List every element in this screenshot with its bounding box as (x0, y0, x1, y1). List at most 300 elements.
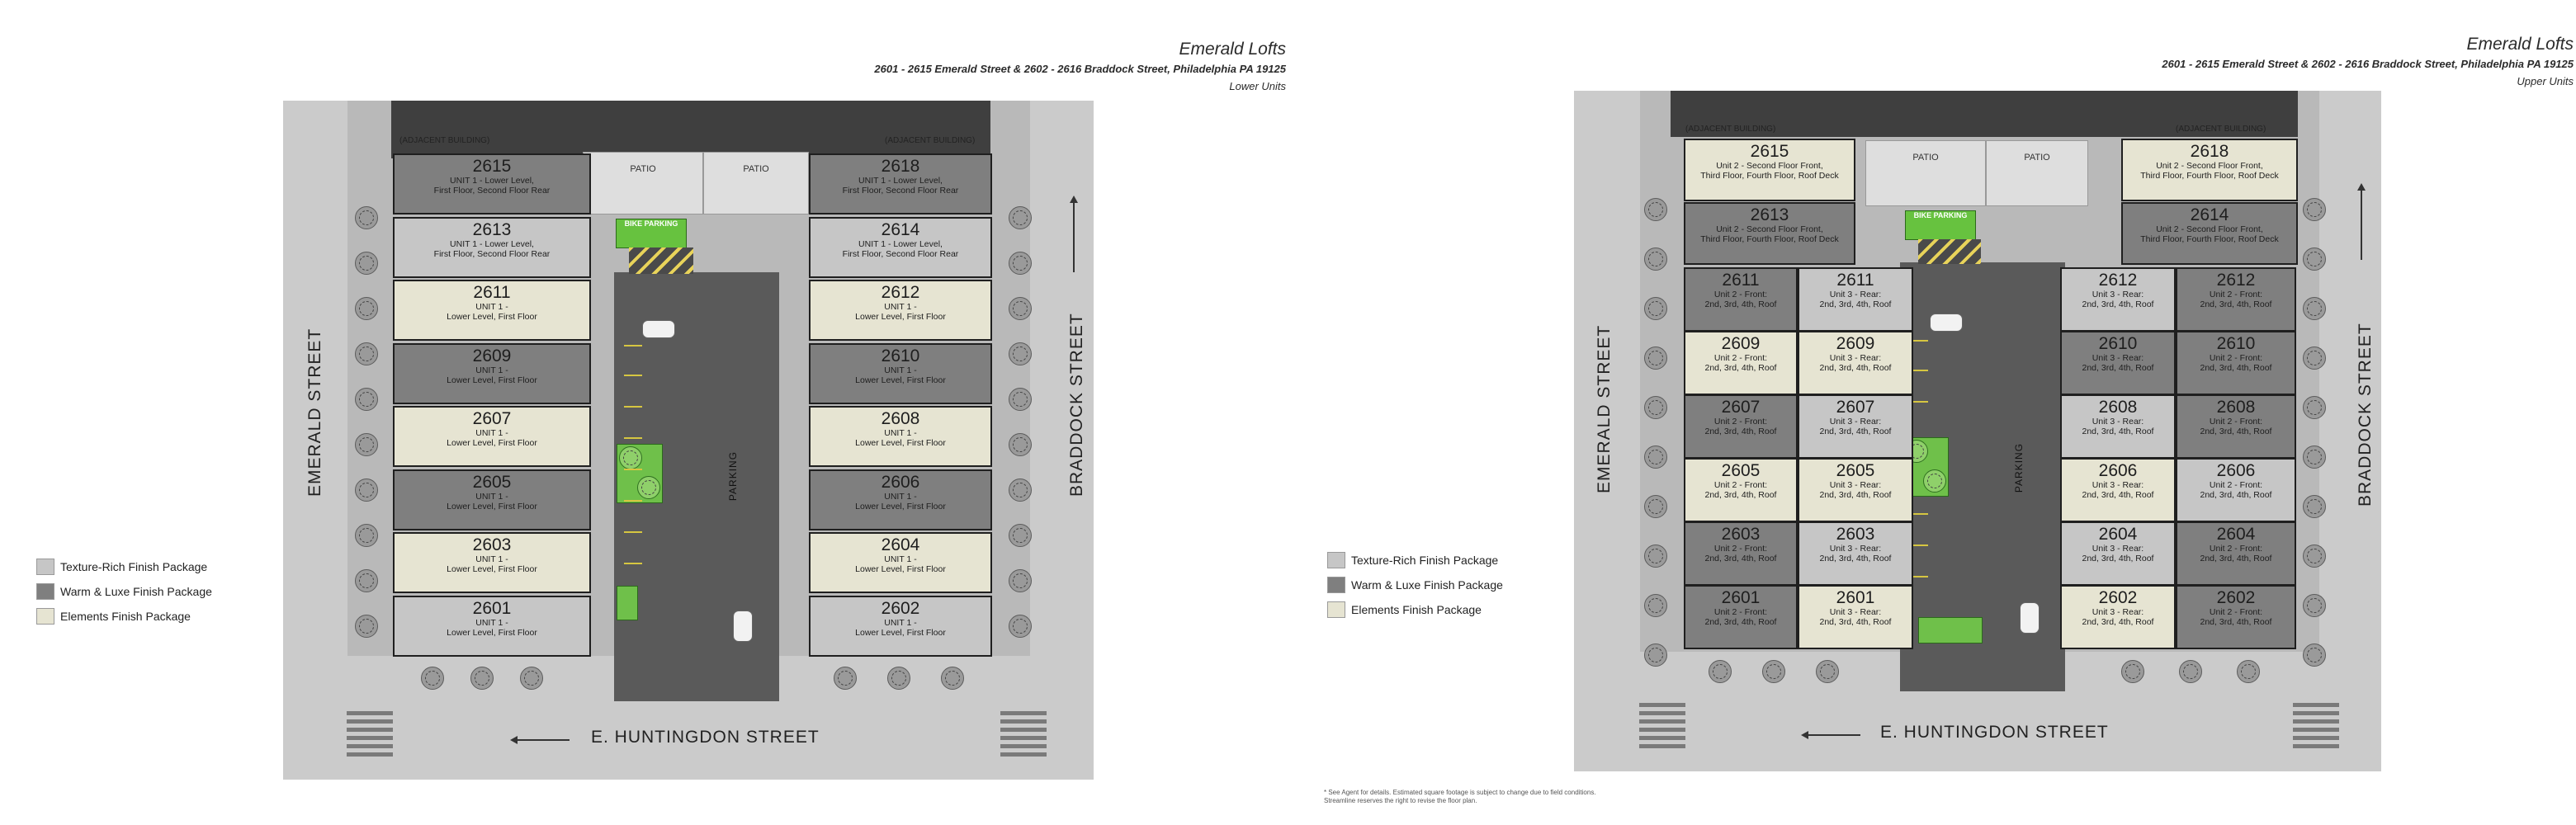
lane-marking (624, 531, 642, 533)
unit-number: 2609 (1721, 334, 1761, 353)
unit-description-1: Unit 2 - Front: (1713, 480, 1768, 490)
unit-description-1: Unit 3 - Rear: (2092, 353, 2144, 363)
tree-icon (421, 667, 444, 690)
tree-icon (1644, 644, 1667, 667)
unit-number: 2608 (2098, 398, 2138, 417)
unit-description-2: Lower Level, First Floor (447, 564, 537, 574)
unit-description-2: 2nd, 3rd, 4th, Roof (1704, 299, 1777, 309)
car-icon (733, 610, 753, 642)
tree-icon (355, 524, 378, 547)
legend (1327, 548, 1503, 622)
unit-2618 (2121, 139, 2298, 201)
unit-2602 (2176, 585, 2296, 649)
street-braddock: BRADDOCK STREET (2356, 323, 2375, 507)
unit-description-1: Unit 3 - Rear: (1829, 480, 1882, 490)
unit-2603 (1798, 521, 1913, 586)
patio-right: PATIO (1986, 140, 2088, 206)
lower-header (543, 40, 1286, 92)
unit-2612 (2176, 267, 2296, 332)
unit-description-2: 2nd, 3rd, 4th, Roof (1819, 363, 1892, 373)
unit-2610 (2060, 331, 2176, 395)
unit-2605 (1684, 458, 1798, 522)
unit-description-1: Unit 2 - Front: (2209, 607, 2263, 617)
street-braddock: BRADDOCK STREET (1067, 313, 1086, 497)
unit-description-1: Unit 3 - Rear: (1829, 607, 1882, 617)
unit-description-2: 2nd, 3rd, 4th, Roof (1819, 554, 1892, 563)
tree-icon (1009, 342, 1032, 365)
tree-icon (355, 206, 378, 229)
unit-number: 2608 (2216, 398, 2256, 417)
bike-parking: BIKE PARKING (1905, 210, 1976, 240)
legend-label-warm: Warm & Luxe Finish Package (1351, 578, 1503, 592)
unit-2607 (393, 406, 591, 467)
unit-description-2: 2nd, 3rd, 4th, Roof (2200, 363, 2272, 373)
unit-2613 (393, 217, 591, 278)
unit-number: 2604 (881, 535, 920, 554)
tree-icon (1816, 660, 1839, 683)
unit-description-1: UNIT 1 - (475, 365, 508, 375)
tree-icon (1644, 346, 1667, 370)
unit-2604 (2060, 521, 2176, 586)
car-icon (1930, 314, 1963, 332)
lane-marking (624, 437, 642, 439)
unit-description-2: Lower Level, First Floor (447, 627, 537, 638)
unit-description-1: Unit 2 - Second Floor Front, (2156, 224, 2263, 234)
tree-icon (355, 615, 378, 638)
tree-icon (355, 478, 378, 502)
unit-description-2: First Floor, Second Floor Rear (433, 248, 551, 259)
unit-2605 (1798, 458, 1913, 522)
unit-description-1: UNIT 1 - (475, 428, 508, 438)
tree-icon (1009, 433, 1032, 456)
tree-icon (1009, 615, 1032, 638)
legend-swatch-warm (36, 583, 54, 600)
tree-icon (2303, 297, 2326, 320)
project-title: Emerald Lofts (1179, 40, 1286, 59)
unit-description-1: UNIT 1 - Lower Level, (450, 176, 534, 186)
unit-number: 2601 (1836, 588, 1875, 607)
unit-number: 2614 (881, 219, 920, 239)
unit-description-1: Unit 2 - Front: (1713, 417, 1768, 427)
tree-icon (355, 388, 378, 411)
tree-icon (1009, 524, 1032, 547)
unit-2615 (1684, 139, 1855, 201)
unit-2609 (1684, 331, 1798, 395)
unit-2605 (393, 469, 591, 530)
unit-number: 2602 (2098, 588, 2138, 607)
top-building-band (391, 101, 990, 158)
unit-number: 2613 (1750, 205, 1789, 224)
unit-description-1: Unit 3 - Rear: (2092, 290, 2144, 299)
lane-marking (624, 406, 642, 408)
unit-2613 (1684, 202, 1855, 265)
unit-description-1: Unit 2 - Front: (1713, 290, 1768, 299)
unit-number: 2602 (881, 598, 920, 618)
unit-number: 2602 (2216, 588, 2256, 607)
tree-icon (2303, 346, 2326, 370)
unit-description-2: 2nd, 3rd, 4th, Roof (1704, 554, 1777, 563)
unit-description-2: 2nd, 3rd, 4th, Roof (1704, 427, 1777, 436)
tree-icon (834, 667, 857, 690)
patio-left: PATIO (1865, 140, 1986, 206)
unit-description-1: UNIT 1 - (475, 617, 508, 628)
unit-description-1: UNIT 1 - (884, 365, 917, 375)
project-title: Emerald Lofts (2466, 35, 2574, 54)
unit-2608 (2176, 394, 2296, 459)
adjacent-building-left: (ADJACENT BUILDING) (1685, 125, 1776, 134)
unit-description-1: Unit 3 - Rear: (2092, 607, 2144, 617)
unit-2607 (1684, 394, 1798, 459)
unit-description-1: UNIT 1 - (884, 491, 917, 502)
unit-description-1: Unit 2 - Second Floor Front, (1716, 224, 1823, 234)
unit-2615 (393, 153, 591, 214)
car-icon (2020, 602, 2040, 634)
tree-icon (637, 476, 660, 499)
unit-description-2: 2nd, 3rd, 4th, Roof (1704, 363, 1777, 373)
direction-arrow-north (2361, 186, 2362, 260)
legend-swatch-elements (1327, 601, 1345, 618)
unit-description-2: Lower Level, First Floor (855, 501, 946, 512)
adjacent-building-left: (ADJACENT BUILDING) (399, 136, 490, 145)
unit-description-1: UNIT 1 - (884, 428, 917, 438)
street-huntingdon: E. HUNTINGDON STREET (1880, 723, 2109, 742)
tree-icon (2303, 594, 2326, 617)
legend-swatch-texture (36, 559, 54, 575)
tree-icon (1709, 660, 1732, 683)
unit-2603 (393, 532, 591, 593)
tree-icon (1009, 297, 1032, 320)
bike-parking-stalls (629, 248, 693, 274)
unit-description-2: 2nd, 3rd, 4th, Roof (2200, 299, 2272, 309)
unit-description-2: Third Floor, Fourth Floor, Roof Deck (1700, 171, 1839, 181)
unit-description-2: 2nd, 3rd, 4th, Roof (1819, 299, 1892, 309)
legend-item-warm (1327, 573, 1503, 597)
tree-icon (1644, 594, 1667, 617)
unit-description-1: UNIT 1 - Lower Level, (450, 238, 534, 249)
unit-number: 2605 (1836, 461, 1875, 480)
unit-2611 (393, 280, 591, 341)
green-space-small (1918, 617, 1983, 644)
patio-right: PATIO (703, 152, 809, 214)
unit-2608 (2060, 394, 2176, 459)
direction-arrow-north (1073, 198, 1075, 272)
plan-subtitle: Upper Units (2517, 75, 2574, 87)
tree-icon (2237, 660, 2260, 683)
tree-icon (1644, 198, 1667, 221)
lane-marking (624, 563, 642, 564)
crosswalk-west (1639, 703, 1685, 752)
tree-icon (355, 342, 378, 365)
unit-2610 (809, 343, 992, 404)
parking-label: PARKING (2013, 442, 2025, 493)
unit-2611 (1798, 267, 1913, 332)
tree-icon (355, 297, 378, 320)
street-emerald: EMERALD STREET (1595, 324, 1614, 493)
unit-2618 (809, 153, 992, 214)
unit-description-2: 2nd, 3rd, 4th, Roof (1704, 490, 1777, 500)
unit-description-1: UNIT 1 - Lower Level, (858, 176, 943, 186)
unit-number: 2606 (2216, 461, 2256, 480)
unit-number: 2603 (472, 535, 512, 554)
unit-2604 (2176, 521, 2296, 586)
tree-icon (1644, 396, 1667, 419)
parking-label: PARKING (727, 450, 740, 502)
plan-subtitle: Lower Units (1229, 80, 1286, 92)
legend-item-elements (1327, 597, 1503, 622)
tree-icon (2303, 495, 2326, 518)
unit-description-1: Unit 3 - Rear: (1829, 290, 1882, 299)
unit-description-2: 2nd, 3rd, 4th, Roof (1704, 617, 1777, 627)
unit-number: 2615 (472, 157, 512, 176)
unit-description-1: Unit 3 - Rear: (2092, 544, 2144, 554)
tree-icon (1644, 446, 1667, 469)
crosswalk-east (1000, 711, 1047, 761)
unit-number: 2604 (2098, 525, 2138, 544)
tree-icon (2303, 644, 2326, 667)
green-space (617, 444, 663, 503)
lane-marking (624, 345, 642, 346)
unit-number: 2607 (1836, 398, 1875, 417)
tree-icon (2303, 396, 2326, 419)
legend-item-warm (36, 579, 212, 604)
unit-description-1: Unit 2 - Front: (1713, 353, 1768, 363)
street-emerald: EMERALD STREET (305, 328, 324, 497)
unit-2608 (809, 406, 992, 467)
lane-marking (624, 375, 642, 376)
unit-description-2: First Floor, Second Floor Rear (433, 186, 551, 196)
unit-2612 (2060, 267, 2176, 332)
unit-number: 2609 (1836, 334, 1875, 353)
unit-description-2: Lower Level, First Floor (855, 375, 946, 385)
tree-icon (2303, 544, 2326, 568)
legend-swatch-texture (1327, 552, 1345, 568)
crosswalk-east (2293, 703, 2339, 752)
car-icon (642, 320, 675, 338)
unit-description-2: 2nd, 3rd, 4th, Roof (1819, 427, 1892, 436)
unit-number: 2607 (472, 409, 512, 428)
unit-2606 (2176, 458, 2296, 522)
unit-number: 2606 (881, 472, 920, 492)
unit-number: 2610 (881, 346, 920, 365)
upper-header (1831, 35, 2574, 87)
unit-number: 2614 (2190, 205, 2229, 224)
unit-description-2: Lower Level, First Floor (855, 312, 946, 322)
unit-description-1: Unit 2 - Second Floor Front, (2156, 161, 2263, 171)
tree-icon (2121, 660, 2144, 683)
legend (36, 554, 212, 629)
footnote-line-1: * See Agent for details. Estimated square footage is subject to change due to field conditions. (1324, 789, 1596, 796)
unit-description-2: 2nd, 3rd, 4th, Roof (2082, 490, 2154, 500)
legend-label-texture: Texture-Rich Finish Package (60, 560, 208, 573)
unit-number: 2605 (1721, 461, 1761, 480)
unit-description-2: 2nd, 3rd, 4th, Roof (2200, 617, 2272, 627)
unit-number: 2604 (2216, 525, 2256, 544)
footnote-line-2: Streamline reserves the right to revise the floor plan. (1324, 797, 1477, 804)
bike-parking: BIKE PARKING (616, 219, 687, 248)
unit-2609 (393, 343, 591, 404)
unit-number: 2603 (1836, 525, 1875, 544)
unit-number: 2612 (881, 283, 920, 302)
tree-icon (1644, 544, 1667, 568)
unit-number: 2610 (2216, 334, 2256, 353)
unit-2604 (809, 532, 992, 593)
unit-number: 2612 (2216, 271, 2256, 290)
legend-item-texture (36, 554, 212, 579)
legend-label-elements: Elements Finish Package (60, 610, 191, 623)
lane-marking (624, 500, 642, 502)
unit-description-1: UNIT 1 - (884, 302, 917, 312)
tree-icon (1644, 495, 1667, 518)
unit-2614 (809, 217, 992, 278)
unit-description-1: Unit 3 - Rear: (2092, 417, 2144, 427)
unit-description-1: Unit 2 - Front: (2209, 417, 2263, 427)
unit-description-2: 2nd, 3rd, 4th, Roof (2082, 299, 2154, 309)
tree-icon (1762, 660, 1785, 683)
tree-icon (1009, 388, 1032, 411)
unit-description-2: Lower Level, First Floor (447, 312, 537, 322)
unit-number: 2603 (1721, 525, 1761, 544)
tree-icon (2303, 248, 2326, 271)
legend-item-elements (36, 604, 212, 629)
project-address: 2601 - 2615 Emerald Street & 2602 - 2616 Braddock Street, Philadelphia PA 19125 (2162, 58, 2574, 70)
unit-description-1: Unit 3 - Rear: (1829, 353, 1882, 363)
unit-description-2: Lower Level, First Floor (855, 438, 946, 448)
tree-icon (619, 446, 642, 469)
unit-description-2: 2nd, 3rd, 4th, Roof (1819, 490, 1892, 500)
unit-description-2: Third Floor, Fourth Floor, Roof Deck (2140, 171, 2279, 181)
unit-description-2: Third Floor, Fourth Floor, Roof Deck (1700, 234, 1839, 244)
unit-description-2: 2nd, 3rd, 4th, Roof (2082, 554, 2154, 563)
tree-icon (355, 433, 378, 456)
unit-number: 2607 (1721, 398, 1761, 417)
unit-description-1: Unit 2 - Front: (2209, 544, 2263, 554)
unit-description-2: 2nd, 3rd, 4th, Roof (2200, 490, 2272, 500)
tree-icon (355, 252, 378, 275)
unit-2601 (1684, 585, 1798, 649)
unit-description-1: UNIT 1 - (884, 554, 917, 564)
unit-description-2: First Floor, Second Floor Rear (842, 186, 959, 196)
tree-icon (1644, 248, 1667, 271)
tree-icon (1644, 297, 1667, 320)
tree-icon (1009, 478, 1032, 502)
unit-2606 (2060, 458, 2176, 522)
unit-description-2: 2nd, 3rd, 4th, Roof (1819, 617, 1892, 627)
crosswalk-west (347, 711, 393, 761)
tree-icon (470, 667, 494, 690)
unit-number: 2610 (2098, 334, 2138, 353)
legend-item-texture (1327, 548, 1503, 573)
upper-units-plan (1288, 0, 2575, 825)
tree-icon (520, 667, 543, 690)
unit-description-1: Unit 2 - Front: (2209, 480, 2263, 490)
unit-description-1: Unit 3 - Rear: (1829, 544, 1882, 554)
direction-arrow-west (512, 739, 570, 741)
unit-description-2: Lower Level, First Floor (447, 501, 537, 512)
unit-description-2: Lower Level, First Floor (855, 564, 946, 574)
unit-description-2: 2nd, 3rd, 4th, Roof (2082, 363, 2154, 373)
adjacent-building-right: (ADJACENT BUILDING) (2176, 125, 2266, 134)
unit-description-1: Unit 2 - Second Floor Front, (1716, 161, 1823, 171)
tree-icon (2179, 660, 2202, 683)
unit-description-1: UNIT 1 - (475, 491, 508, 502)
unit-number: 2618 (881, 157, 920, 176)
unit-description-2: Third Floor, Fourth Floor, Roof Deck (2140, 234, 2279, 244)
legend-label-warm: Warm & Luxe Finish Package (60, 585, 212, 598)
unit-number: 2618 (2190, 142, 2229, 161)
unit-number: 2609 (472, 346, 512, 365)
legend-label-texture: Texture-Rich Finish Package (1351, 554, 1499, 567)
unit-2606 (809, 469, 992, 530)
tree-icon (1009, 206, 1032, 229)
unit-2610 (2176, 331, 2296, 395)
legend-swatch-warm (1327, 577, 1345, 593)
legend-label-elements: Elements Finish Package (1351, 603, 1482, 616)
unit-2601 (1798, 585, 1913, 649)
tree-icon (1009, 252, 1032, 275)
green-space-small (617, 586, 638, 620)
adjacent-building-right: (ADJACENT BUILDING) (885, 136, 976, 145)
unit-description-1: Unit 2 - Front: (2209, 290, 2263, 299)
unit-number: 2611 (473, 283, 511, 302)
unit-description-2: 2nd, 3rd, 4th, Roof (2200, 554, 2272, 563)
unit-number: 2606 (2098, 461, 2138, 480)
unit-description-1: UNIT 1 - (884, 617, 917, 628)
unit-2603 (1684, 521, 1798, 586)
tree-icon (887, 667, 910, 690)
unit-description-1: Unit 2 - Front: (1713, 544, 1768, 554)
unit-number: 2611 (1836, 271, 1874, 290)
unit-number: 2605 (472, 472, 512, 492)
unit-description-2: Lower Level, First Floor (447, 375, 537, 385)
lane-marking (624, 469, 642, 470)
tree-icon (2303, 446, 2326, 469)
tree-icon (1009, 569, 1032, 592)
unit-number: 2601 (1721, 588, 1761, 607)
unit-number: 2608 (881, 409, 920, 428)
unit-number: 2611 (1722, 271, 1760, 290)
unit-2602 (2060, 585, 2176, 649)
unit-description-1: Unit 3 - Rear: (1829, 417, 1882, 427)
unit-description-2: First Floor, Second Floor Rear (842, 248, 959, 259)
tree-icon (941, 667, 964, 690)
unit-description-1: UNIT 1 - (475, 302, 508, 312)
legend-swatch-elements (36, 608, 54, 625)
unit-description-2: Lower Level, First Floor (447, 438, 537, 448)
unit-description-2: 2nd, 3rd, 4th, Roof (2082, 617, 2154, 627)
unit-number: 2613 (472, 219, 512, 239)
direction-arrow-west (1803, 734, 1860, 736)
patio-left: PATIO (583, 152, 703, 214)
unit-2601 (393, 596, 591, 657)
unit-2609 (1798, 331, 1913, 395)
unit-description-2: 2nd, 3rd, 4th, Roof (2200, 427, 2272, 436)
unit-description-2: Lower Level, First Floor (855, 627, 946, 638)
unit-2614 (2121, 202, 2298, 265)
tree-icon (2303, 198, 2326, 221)
tree-icon (355, 569, 378, 592)
unit-2607 (1798, 394, 1913, 459)
unit-number: 2612 (2098, 271, 2138, 290)
unit-description-1: Unit 2 - Front: (1713, 607, 1768, 617)
unit-description-1: Unit 2 - Front: (2209, 353, 2263, 363)
unit-description-1: UNIT 1 - (475, 554, 508, 564)
unit-description-1: UNIT 1 - Lower Level, (858, 238, 943, 249)
footnote (1324, 789, 1596, 805)
unit-description-1: Unit 3 - Rear: (2092, 480, 2144, 490)
unit-number: 2601 (472, 598, 512, 618)
unit-description-2: 2nd, 3rd, 4th, Roof (2082, 427, 2154, 436)
project-address: 2601 - 2615 Emerald Street & 2602 - 2616 Braddock Street, Philadelphia PA 19125 (874, 63, 1286, 75)
